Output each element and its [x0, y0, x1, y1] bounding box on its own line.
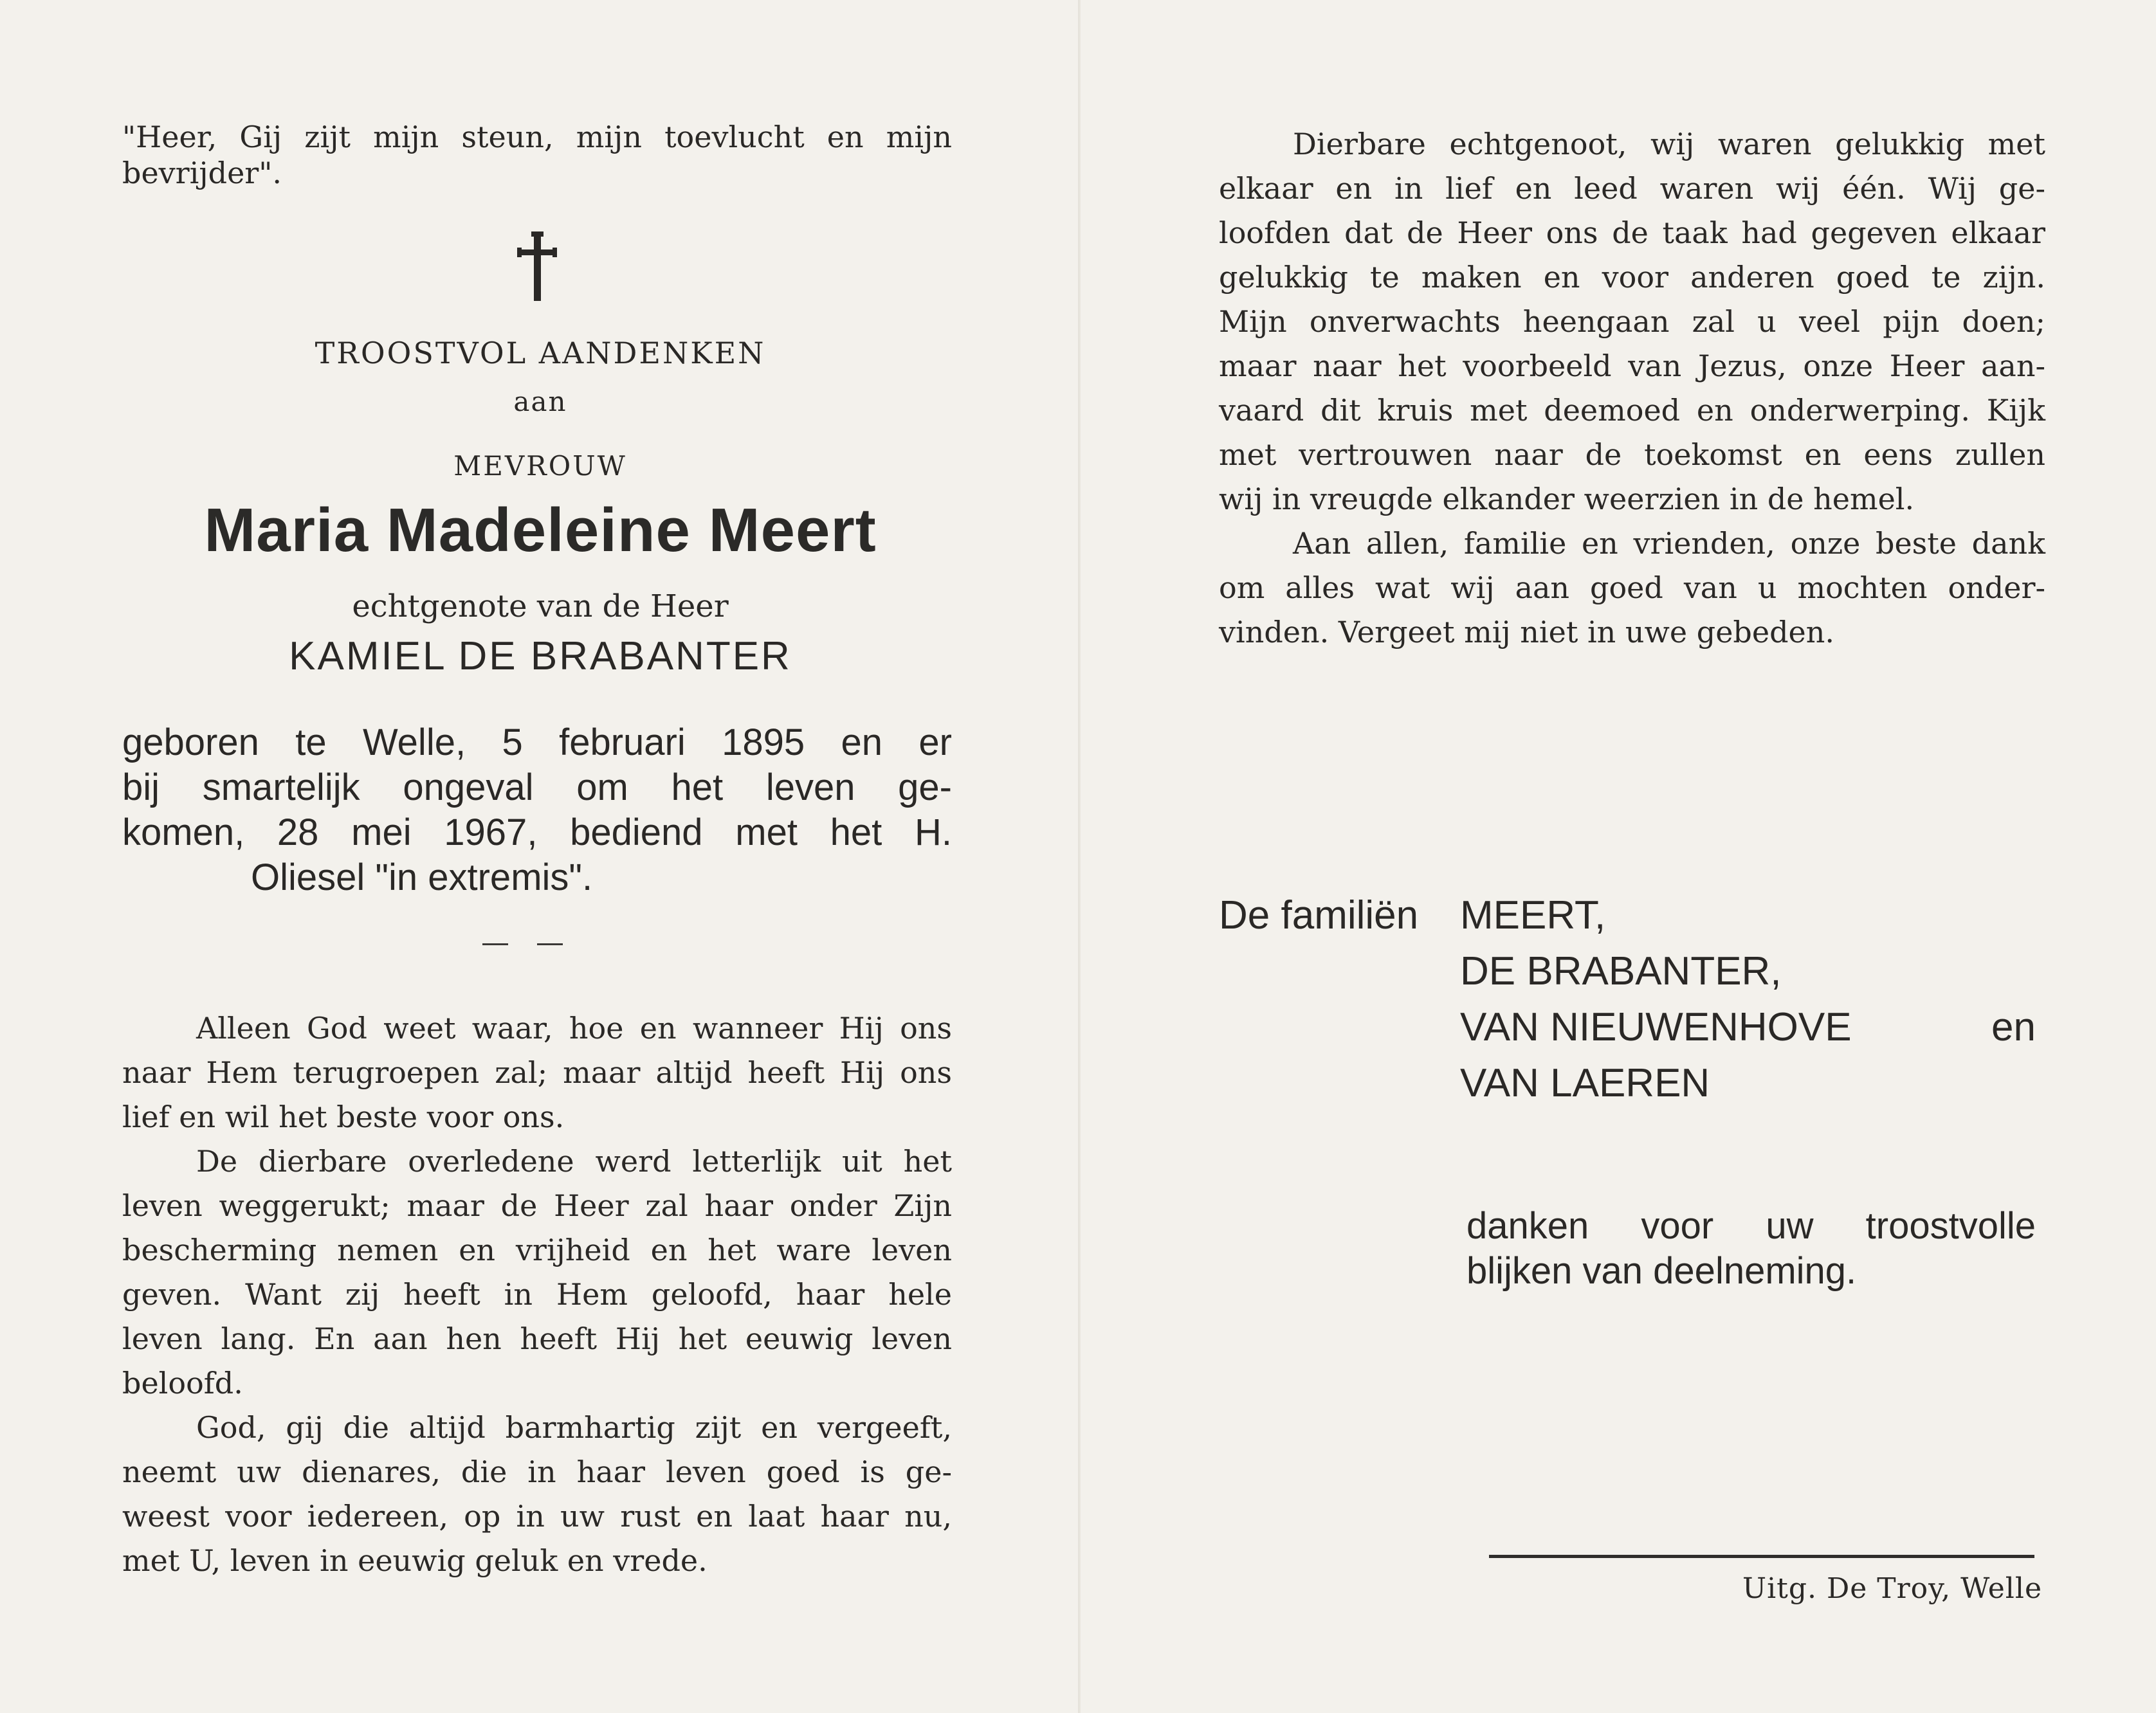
paragraph: [1219, 122, 2045, 521]
birth-line: bij smartelijk ongeval om het leven ge-: [122, 766, 952, 808]
text-line: neemt uw dienares, die in haar leven goed is ge-: [122, 1455, 952, 1489]
left-page: [122, 0, 958, 1713]
text-line: beloofd.: [122, 1366, 243, 1400]
text-line: geven. Want zij heeft in Hem geloofd, haar hele: [122, 1277, 952, 1312]
thanks-line: danken voor uw troostvolle: [1466, 1205, 2036, 1247]
paragraph: [1219, 521, 2045, 655]
left-body-text: [122, 1006, 952, 1583]
text-line: Aan allen, familie en vrienden, onze beste dank: [1293, 526, 2045, 561]
family-names: [1460, 887, 2049, 1111]
text-line: met vertrouwen naar de toekomst en eens zullen: [1219, 437, 2045, 472]
birth-line: geboren te Welle, 5 februari 1895 en er: [122, 721, 952, 763]
text-line: naar Hem terugroepen zal; maar altijd heeft Hij ons: [122, 1055, 952, 1090]
text-line: om alles wat wij aan goed van u mochten onder-: [1219, 570, 2045, 605]
card-fold: [1078, 0, 1081, 1713]
family-name: MEERT,: [1460, 893, 1606, 938]
title: MEVROUW: [453, 450, 627, 482]
text-line: elkaar en in lief en leed waren wij één. Wij ge-: [1219, 171, 2045, 206]
paragraph: [122, 1139, 952, 1406]
text-line: met U, leven in eeuwig geluk en vrede.: [122, 1543, 708, 1578]
separator-dashes: [482, 936, 592, 938]
heading-to: aan: [513, 386, 567, 417]
quote-line: bevrijder".: [122, 156, 282, 190]
right-page: [1219, 0, 2049, 1713]
text-line: lief en wil het beste voor ons.: [122, 1100, 565, 1134]
text-line: weest voor iedereen, op in uw rust en laat haar nu,: [122, 1499, 952, 1534]
text-line: God, gij die altijd barmhartig zijt en vergeeft,: [196, 1410, 952, 1445]
paragraph: [122, 1006, 952, 1139]
family-name: VAN LAEREN: [1460, 1061, 1710, 1105]
opening-quote: [122, 119, 952, 191]
families-prefix: De familiën: [1219, 893, 1419, 938]
right-body-text: [1219, 122, 2045, 655]
text-line: Alleen God weet waar, hoe en wanneer Hij ons: [196, 1011, 952, 1046]
family-name-row: [1460, 999, 2049, 1055]
family-and: en: [1991, 1005, 2036, 1049]
text-line: vinden. Vergeet mij niet in uwe gebeden.: [1219, 615, 1835, 649]
quote-line: "Heer, Gij zijt mijn steun, mijn toevlucht en mijn: [122, 120, 952, 154]
thanks-line: blijken van deelneming.: [1466, 1250, 1857, 1292]
family-name: DE BRABANTER,: [1460, 949, 1782, 993]
text-line: leven weggerukt; maar de Heer zal haar onder Zijn: [122, 1188, 952, 1223]
text-line: loofden dat de Heer ons de taak had gegeven elkaar: [1219, 215, 2045, 250]
text-line: maar naar het voorbeeld van Jezus, onze Heer aan-: [1219, 349, 2045, 383]
heading: TROOSTVOL AANDENKEN: [315, 336, 766, 370]
text-line: bescherming nemen en vrijheid en het ware leven: [122, 1233, 952, 1267]
birth-death-details: [122, 720, 952, 900]
paragraph: [122, 1406, 952, 1583]
text-line: Mijn onverwachts heengaan zal u veel pijn doen;: [1219, 304, 2045, 339]
printer-credit: Uitg. De Troy, Welle: [1742, 1572, 2042, 1605]
text-line: wij in vreugde elkander weerzien in de hemel.: [1219, 482, 1915, 516]
birth-line: Oliesel "in extremis".: [251, 856, 593, 898]
thanks-text: [1466, 1204, 2036, 1294]
birth-line: komen, 28 mei 1967, bediend met het H.: [122, 811, 952, 853]
text-line: leven lang. En aan hen heeft Hij het eeuwig leven: [122, 1321, 952, 1356]
text-line: Dierbare echtgenoot, wij waren gelukkig met: [1293, 127, 2045, 161]
text-line: gelukkig te maken en voor anderen goed te zijn.: [1219, 260, 2045, 295]
deceased-name: Maria Madeleine Meert: [204, 496, 877, 565]
text-line: vaard dit kruis met deemoed en onderwerping. Kijk: [1219, 393, 2045, 428]
spouse-name: KAMIEL DE BRABANTER: [289, 634, 792, 678]
spouse-of: echtgenote van de Heer: [352, 588, 729, 624]
text-line: De dierbare overledene werd letterlijk uit het: [196, 1144, 952, 1179]
cross-icon: [508, 231, 566, 302]
family-name: VAN NIEUWENHOVE: [1460, 1005, 1852, 1049]
divider-rule: [1489, 1555, 2034, 1558]
